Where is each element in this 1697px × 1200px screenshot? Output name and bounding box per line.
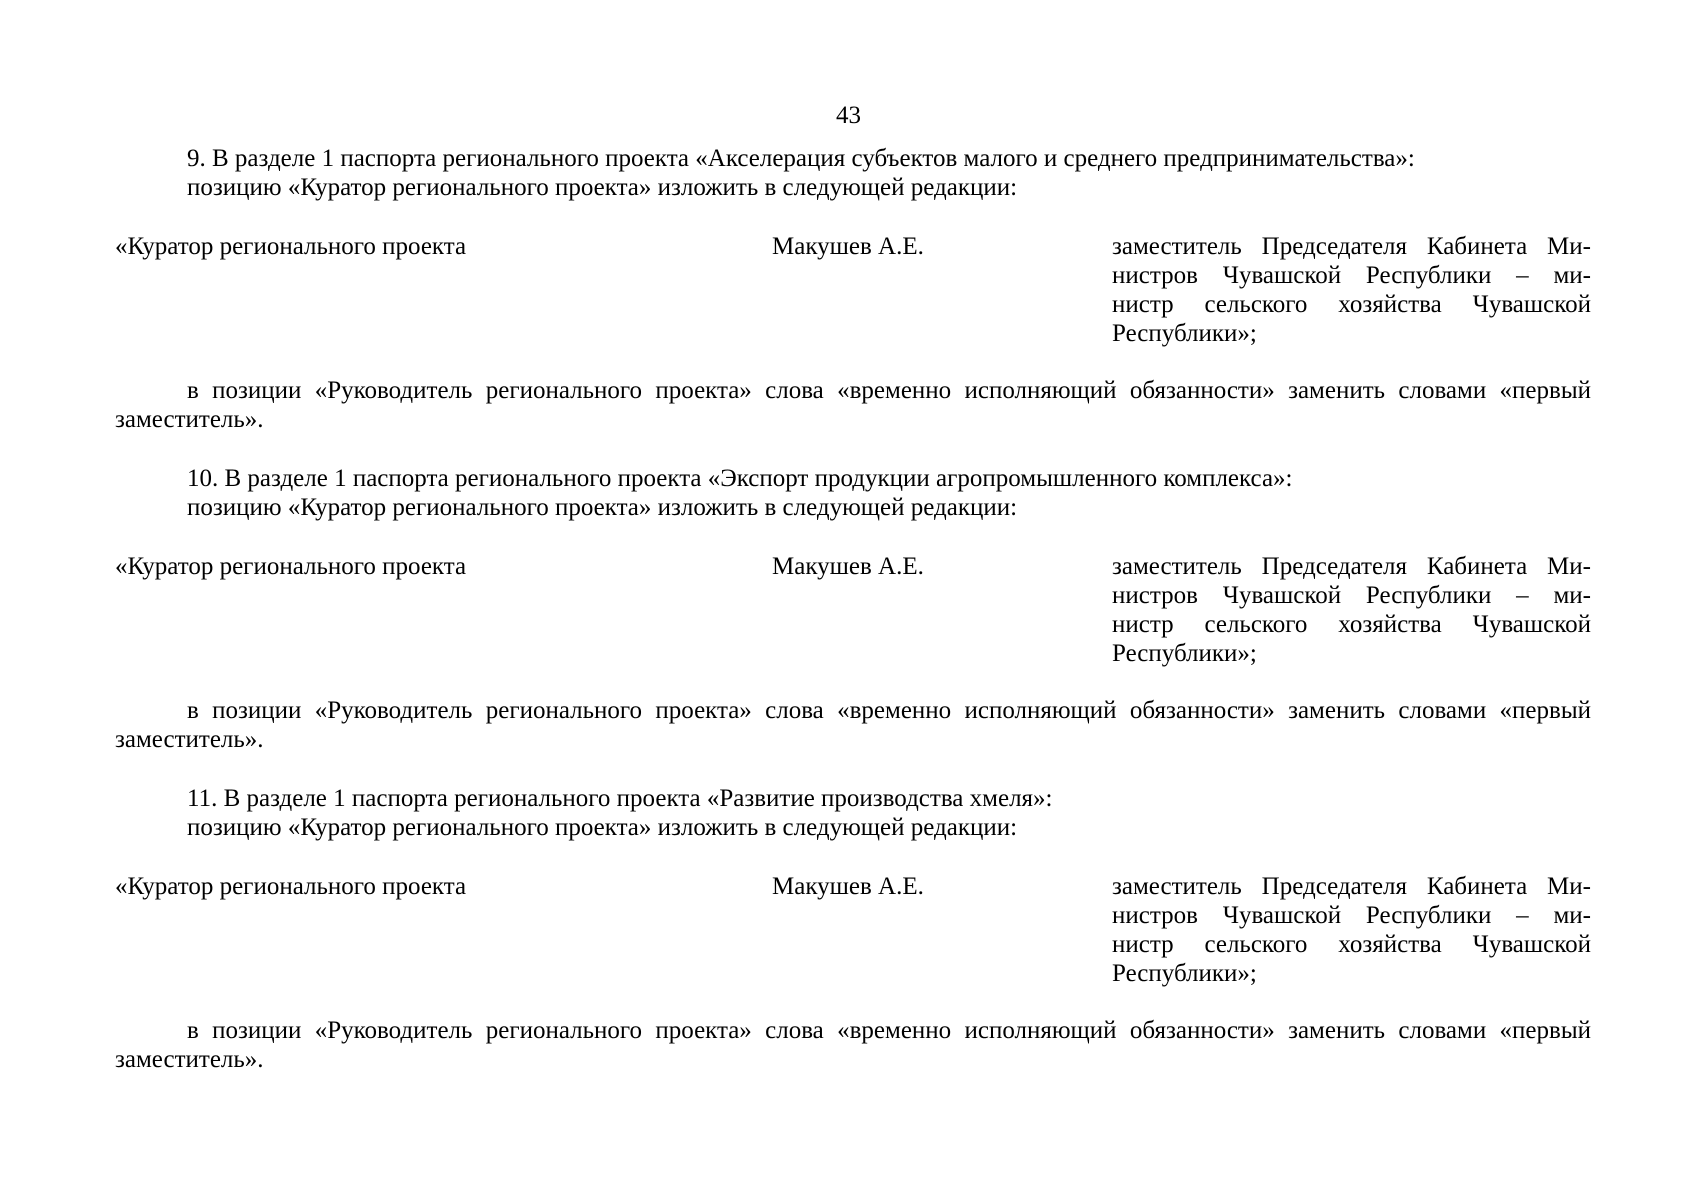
curator-name: Макушев А.Е.	[772, 233, 924, 260]
position-line: заместитель Председателя Кабинета Ми-	[1112, 873, 1591, 900]
curator-label: «Куратор регионального проекта	[115, 553, 467, 580]
curator-position	[1112, 552, 1591, 668]
position-line: заместитель Председателя Кабинета Ми-	[1112, 553, 1591, 580]
page-number: 43	[836, 102, 861, 129]
position-line: нистр сельского хозяйства Чувашской	[1112, 931, 1591, 958]
section-instruction: позицию «Куратор регионального проекта» изложить в следующей редакции:	[187, 174, 1018, 201]
section-11-header	[115, 784, 1591, 842]
section-instruction: позицию «Куратор регионального проекта» изложить в следующей редакции:	[187, 814, 1018, 841]
section-heading: 10. В разделе 1 паспорта регионального проекта «Экспорт продукции агропромышленного комплекса»:	[187, 465, 1293, 492]
curator-label: «Куратор регионального проекта	[115, 233, 467, 260]
section-9-header	[115, 144, 1591, 202]
replacement-first-line: в позиции «Руководитель регионального проекта» слова «временно исполняющий обязанности» заменить словами «первый	[187, 377, 1591, 404]
curator-name: Макушев А.Е.	[772, 553, 924, 580]
curator-row	[115, 552, 1591, 672]
replacement-first-line: в позиции «Руководитель регионального проекта» слова «временно исполняющий обязанности» заменить словами «первый	[187, 697, 1591, 724]
position-line: нистров Чувашской Республики – ми-	[1112, 262, 1591, 289]
curator-row	[115, 232, 1591, 352]
section-instruction: позицию «Куратор регионального проекта» изложить в следующей редакции:	[187, 494, 1018, 521]
position-line: нистров Чувашской Республики – ми-	[1112, 582, 1591, 609]
curator-position	[1112, 232, 1591, 348]
position-line: нистр сельского хозяйства Чувашской	[1112, 291, 1591, 318]
section-heading: 11. В разделе 1 паспорта регионального проекта «Развитие производства хмеля»:	[187, 785, 1053, 812]
position-line: заместитель Председателя Кабинета Ми-	[1112, 233, 1591, 260]
replacement-paragraph	[115, 376, 1591, 434]
position-line: Республики»;	[1112, 320, 1257, 347]
replacement-paragraph	[115, 1016, 1591, 1074]
curator-name: Макушев А.Е.	[772, 873, 924, 900]
position-line: Республики»;	[1112, 640, 1257, 667]
position-line: нистров Чувашской Республики – ми-	[1112, 902, 1591, 929]
section-10-header	[115, 464, 1591, 522]
replacement-second-line: заместитель».	[115, 1046, 264, 1073]
section-heading: 9. В разделе 1 паспорта регионального проекта «Акселерация субъектов малого и среднего предпринимательства»:	[187, 145, 1415, 172]
curator-label: «Куратор регионального проекта	[115, 873, 467, 900]
curator-row	[115, 872, 1591, 992]
position-line: Республики»;	[1112, 960, 1257, 987]
replacement-first-line: в позиции «Руководитель регионального проекта» слова «временно исполняющий обязанности» заменить словами «первый	[187, 1017, 1591, 1044]
position-line: нистр сельского хозяйства Чувашской	[1112, 611, 1591, 638]
replacement-second-line: заместитель».	[115, 726, 264, 753]
curator-position	[1112, 872, 1591, 988]
replacement-second-line: заместитель».	[115, 406, 264, 433]
replacement-paragraph	[115, 696, 1591, 754]
